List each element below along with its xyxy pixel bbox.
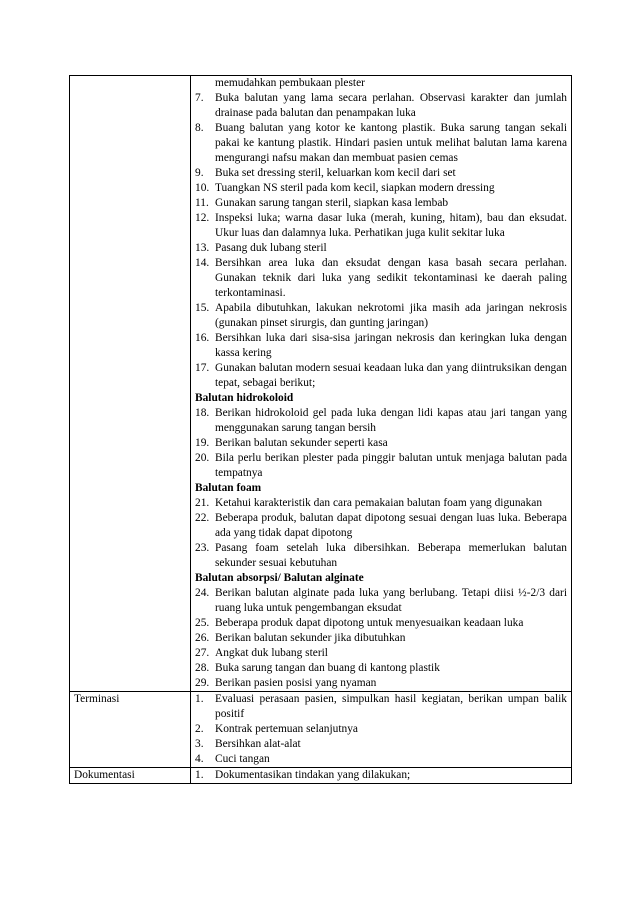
- table-row-terminasi: [70, 692, 572, 768]
- list-item-number: 23.: [195, 542, 210, 554]
- list-item-number: 7.: [195, 92, 204, 104]
- list-item-text: Berikan balutan sekunder seperti kasa: [215, 437, 388, 449]
- list-item-number: 16.: [195, 332, 210, 344]
- list-item: [195, 676, 567, 691]
- list-item-number: 22.: [195, 512, 210, 524]
- list-item-text: Buka set dressing steril, keluarkan kom kecil dari set: [215, 167, 456, 179]
- subheading-foam: Balutan foam: [195, 482, 262, 494]
- list-item-text: Berikan pasien posisi yang nyaman: [215, 677, 377, 689]
- list-item-number: 29.: [195, 677, 210, 689]
- list-item-text: Beberapa produk, balutan dapat dipotong sesuai dengan luas luka. Beberapa ada yang tidak dapat dipotong: [215, 512, 567, 539]
- list-item-text: Berikan balutan sekunder jika dibutuhkan: [215, 632, 406, 644]
- list-item: [195, 331, 567, 361]
- list-item: [195, 91, 567, 121]
- list-item: [195, 181, 567, 196]
- list-item-number: 17.: [195, 362, 210, 374]
- list-item-number: 8.: [195, 122, 204, 134]
- list-item-number: 28.: [195, 662, 210, 674]
- list-item-number: 13.: [195, 242, 210, 254]
- list-item: [195, 211, 567, 241]
- list-item: [195, 631, 567, 646]
- list-item-number: 1.: [195, 769, 204, 781]
- list-item-text: Dokumentasikan tindakan yang dilakukan;: [215, 769, 411, 781]
- step-list: [195, 406, 567, 481]
- list-item-text: Inspeksi luka; warna dasar luka (merah, kuning, hitam), bau dan eksudat. Ukur luas dan dalamnya luka. Perhatikan juga kulit sekitar luka: [215, 212, 567, 239]
- list-item-number: 20.: [195, 452, 210, 464]
- list-item: [195, 166, 567, 181]
- table-row-dokumentasi: [70, 768, 572, 784]
- list-item-text: Evaluasi perasaan pasien, simpulkan hasil kegiatan, berikan umpan balik positif: [215, 693, 567, 720]
- list-item: [195, 496, 567, 511]
- list-item: [195, 406, 567, 436]
- list-item: [195, 586, 567, 616]
- list-item-text: Pasang duk lubang steril: [215, 242, 327, 254]
- list-item: [195, 692, 567, 722]
- list-item-number: 27.: [195, 647, 210, 659]
- step-list: [195, 586, 567, 691]
- list-item-text: Gunakan balutan modern sesuai keadaan luka dan yang diintruksikan dengan tepat, sebagai berikut;: [215, 362, 567, 389]
- list-item-number: 10.: [195, 182, 210, 194]
- list-item-number: 2.: [195, 723, 204, 735]
- list-item-text: Bersihkan area luka dan eksudat dengan kasa basah secara perlahan. Gunakan teknik dari luka yang sedikit tekontaminasi ke daerah paling terkontaminasi.: [215, 257, 567, 299]
- list-item: [195, 256, 567, 301]
- subheading-hidrokoloid: Balutan hidrokoloid: [195, 392, 294, 404]
- list-item-text: Buka sarung tangan dan buang di kantong plastik: [215, 662, 440, 674]
- list-item-number: 1.: [195, 693, 204, 705]
- list-item-text: Angkat duk lubang steril: [215, 647, 328, 659]
- list-item-number: 15.: [195, 302, 210, 314]
- list-item-text: Kontrak pertemuan selanjutnya: [215, 723, 358, 735]
- list-item-text: Buka balutan yang lama secara perlahan. Observasi karakter dan jumlah drainase pada balutan dan penampakan luka: [215, 92, 567, 119]
- row-label: [70, 76, 191, 692]
- row-content: [191, 692, 572, 768]
- list-item-text: Ketahui karakteristik dan cara pemakaian balutan foam yang digunakan: [215, 497, 543, 509]
- row-content: [191, 76, 572, 692]
- row-label: Dokumentasi: [70, 768, 191, 784]
- list-item-text: Beberapa produk dapat dipotong untuk menyesuaikan keadaan luka: [215, 617, 524, 629]
- list-item-number: 18.: [195, 407, 210, 419]
- list-item-text: Bersihkan alat-alat: [215, 738, 301, 750]
- list-item: [195, 722, 567, 737]
- list-item-text: Buang balutan yang kotor ke kantong plastik. Buka sarung tangan sekali pakai ke kantung plastik. Hindari pasien untuk melihat balutan lama karena mengurangi nafsu makan dan membuat pasien cemas: [215, 122, 567, 164]
- list-item: [195, 768, 567, 783]
- list-item: [195, 301, 567, 331]
- list-item-text: Bersihkan luka dari sisa-sisa jaringan nekrosis dan keringkan luka dengan kassa kering: [215, 332, 567, 359]
- list-item-text: Pasang foam setelah luka dibersihkan. Beberapa memerlukan balutan sekunder sesuai kebutuhan: [215, 542, 567, 569]
- list-item-text: Berikan balutan alginate pada luka yang berlubang. Tetapi diisi ½-2/3 dari ruang luka untuk pengembangan eksudat: [215, 587, 567, 614]
- list-item-text: Apabila dibutuhkan, lakukan nekrotomi jika masih ada jaringan nekrosis (gunakan pinset sirurgis, dan gunting jaringan): [215, 302, 567, 329]
- list-item: [195, 616, 567, 631]
- list-item: [195, 511, 567, 541]
- list-item-number: 12.: [195, 212, 210, 224]
- step-list: [195, 91, 567, 391]
- step-list: [195, 768, 567, 783]
- procedure-table: [69, 75, 572, 784]
- list-item-text: Gunakan sarung tangan steril, siapkan kasa lembab: [215, 197, 449, 209]
- list-item: [195, 541, 567, 571]
- row-label: Terminasi: [70, 692, 191, 768]
- table-row-procedure: [70, 76, 572, 692]
- list-item-number: 21.: [195, 497, 210, 509]
- list-item-number: 26.: [195, 632, 210, 644]
- list-item: [195, 121, 567, 166]
- list-item: [195, 196, 567, 211]
- list-item: [195, 646, 567, 661]
- list-item-number: 4.: [195, 753, 204, 765]
- list-item: [195, 752, 567, 767]
- list-item: [195, 436, 567, 451]
- list-item-text: Bila perlu berikan plester pada pinggir balutan untuk menjaga balutan pada tempatnya: [215, 452, 567, 479]
- list-item-number: 19.: [195, 437, 210, 449]
- list-item-number: 24.: [195, 587, 210, 599]
- continuation-text: memudahkan pembukaan plester: [215, 77, 365, 89]
- list-item: [195, 361, 567, 391]
- list-item-text: Cuci tangan: [215, 753, 270, 765]
- list-item: [195, 661, 567, 676]
- list-item: [195, 241, 567, 256]
- subheading-alginate: Balutan absorpsi/ Balutan alginate: [195, 572, 364, 584]
- list-item-text: Tuangkan NS steril pada kom kecil, siapkan modern dressing: [215, 182, 495, 194]
- list-item: [195, 737, 567, 752]
- list-item-number: 25.: [195, 617, 210, 629]
- list-item-text: Berikan hidrokoloid gel pada luka dengan lidi kapas atau jari tangan yang menggunakan sarung tangan bersih: [215, 407, 567, 434]
- list-item-number: 14.: [195, 257, 210, 269]
- list-item-number: 3.: [195, 738, 204, 750]
- step-list: [195, 692, 567, 767]
- step-list: [195, 496, 567, 571]
- list-item: [195, 451, 567, 481]
- row-content: [191, 768, 572, 784]
- list-item-number: 9.: [195, 167, 204, 179]
- list-item-number: 11.: [195, 197, 209, 209]
